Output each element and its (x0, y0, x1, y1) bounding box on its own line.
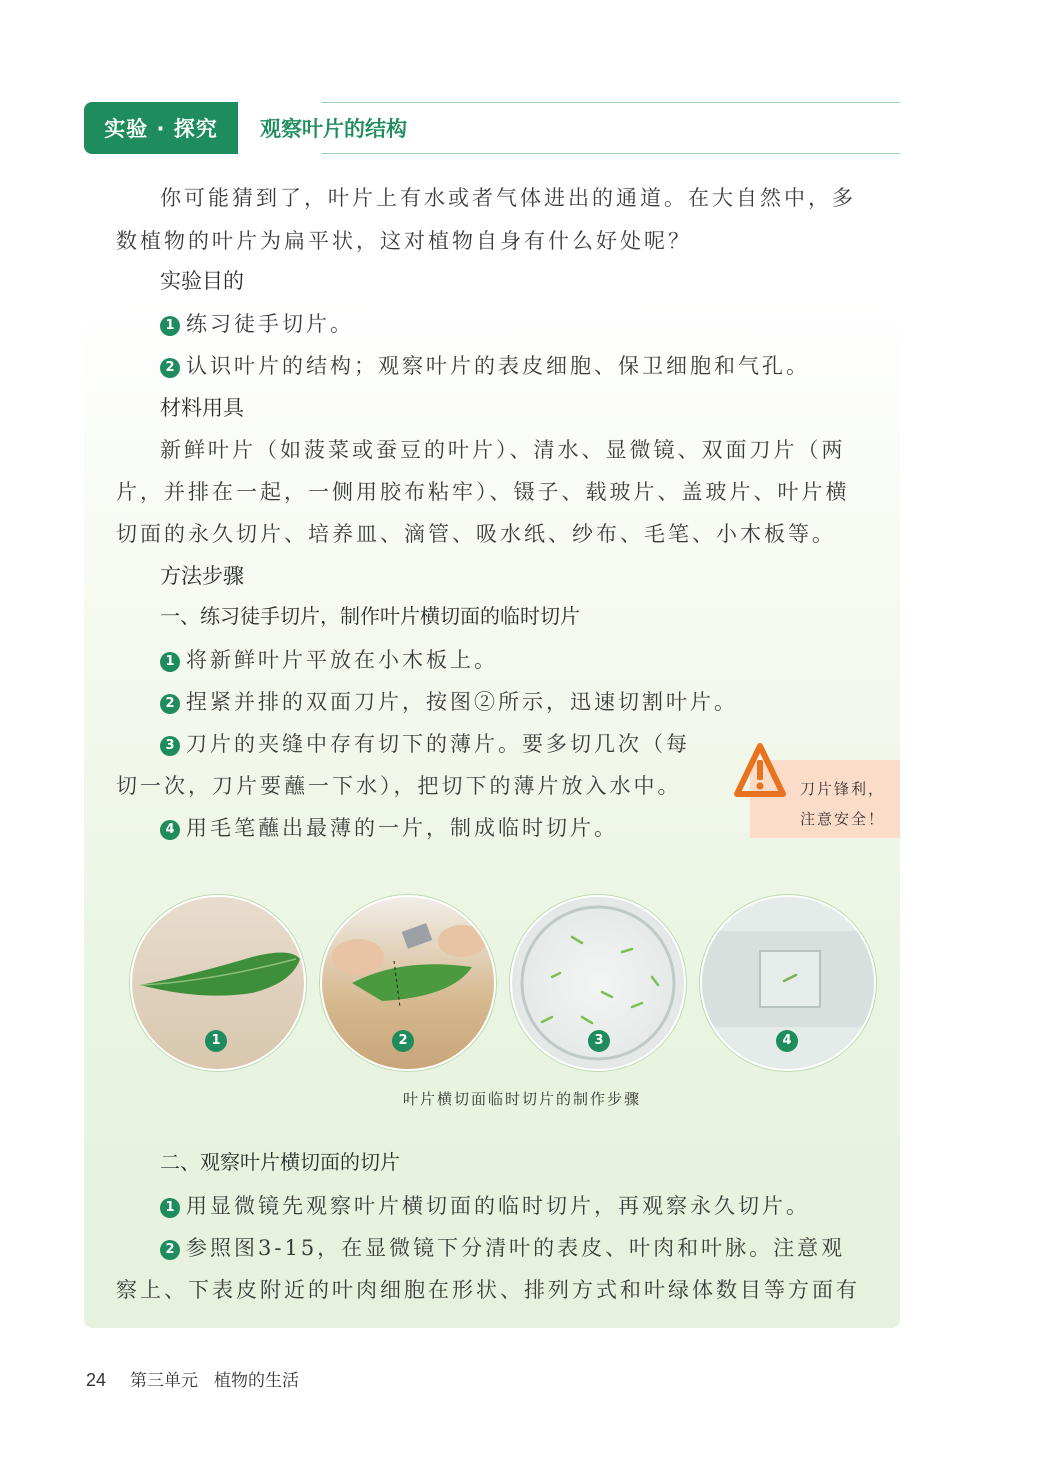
step1-title: 一、练习徒手切片，制作叶片横切面的临时切片 (160, 604, 580, 628)
step1-item-3: 3 刀片的夹缝中存有切下的薄片。要多切几次（每 (160, 730, 920, 758)
header-rule-top (322, 102, 900, 103)
heading-purpose: 实验目的 (160, 269, 244, 293)
number-badge: 1 (160, 316, 180, 336)
step2-item-2: 2 参照图3-15，在显微镜下分清叶的表皮、叶肉和叶脉。注意观 (160, 1234, 920, 1262)
materials-line-2: 片，并排在一起，一侧用胶布粘牢）、镊子、载玻片、盖玻片、叶片横 (116, 480, 850, 504)
intro-line-1: 你可能猜到了，叶片上有水或者气体进出的通道。在大自然中，多 (160, 186, 856, 210)
unit-label: 第三单元 (130, 1371, 199, 1391)
number-badge: 2 (160, 358, 180, 378)
step2-item-1: 1 用显微镜先观察叶片横切面的临时切片，再观察永久切片。 (160, 1192, 920, 1220)
step2-title: 二、观察叶片横切面的切片 (160, 1150, 400, 1174)
number-badge: 4 (160, 820, 180, 840)
section-header (84, 102, 900, 154)
number-badge: 2 (160, 1240, 180, 1260)
materials-line-1: 新鲜叶片（如菠菜或蚕豆的叶片）、清水、显微镜、双面刀片（两 (160, 438, 846, 462)
number-badge: 1 (160, 1198, 180, 1218)
materials-line-3: 切面的永久切片、培养皿、滴管、吸水纸、纱布、毛笔、小木板等。 (116, 522, 836, 546)
step1-item-3-cont: 切一次，刀片要蘸一下水），把切下的薄片放入水中。 (116, 774, 682, 798)
unit-title: 植物的生活 (214, 1371, 300, 1391)
section-tag: 实验 · 探究 (84, 102, 238, 154)
step2-item-2-cont: 察上、下表皮附近的叶肉细胞在形状、排列方式和叶绿体数目等方面有 (116, 1278, 860, 1302)
photo-number-2: 2 (392, 1030, 414, 1052)
page-footer (86, 1366, 299, 1391)
photo-number-4: 4 (776, 1030, 798, 1052)
number-badge: 1 (160, 652, 180, 672)
number-badge: 2 (160, 694, 180, 714)
warning-triangle-icon (734, 742, 786, 802)
header-rule-bottom (322, 153, 900, 154)
photo-number-3: 3 (588, 1030, 610, 1052)
figure-caption: 叶片横切面临时切片的制作步骤 (402, 1090, 641, 1108)
section-title: 观察叶片的结构 (260, 117, 407, 141)
heading-method: 方法步骤 (160, 564, 244, 588)
photo-number-1: 1 (205, 1030, 227, 1052)
warning-text: 刀片锋利， 注意安全！ (800, 780, 886, 828)
purpose-item-1: 1 练习徒手切片。 (160, 310, 920, 338)
number-badge: 3 (160, 736, 180, 756)
step1-item-1: 1 将新鲜叶片平放在小木板上。 (160, 646, 920, 674)
step1-item-2: 2 捏紧并排的双面刀片，按图②所示，迅速切割叶片。 (160, 688, 920, 716)
heading-materials: 材料用具 (160, 396, 244, 420)
purpose-item-2: 2 认识叶片的结构；观察叶片的表皮细胞、保卫细胞和气孔。 (160, 352, 920, 380)
intro-line-2: 数植物的叶片为扁平状，这对植物自身有什么好处呢？ (116, 229, 692, 253)
page-number: 24 (86, 1370, 107, 1390)
step1-item-4: 4 用毛笔蘸出最薄的一片，制成临时切片。 (160, 814, 920, 842)
